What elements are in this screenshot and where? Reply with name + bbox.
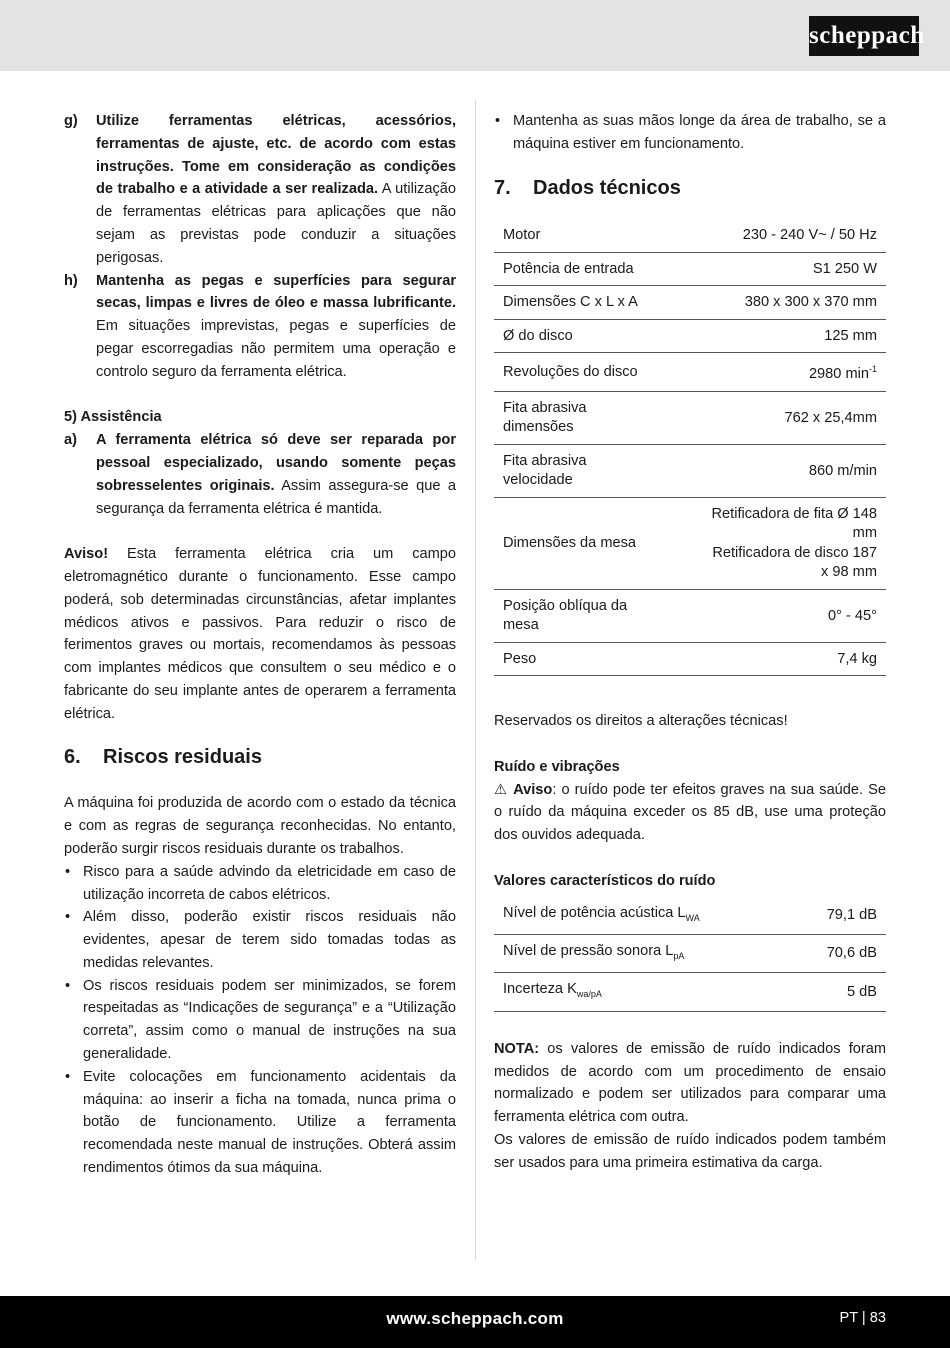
footer-bar bbox=[0, 1296, 950, 1348]
spec-label: Peso bbox=[494, 642, 652, 676]
table-row bbox=[494, 252, 886, 286]
section-number: 7. bbox=[494, 176, 511, 199]
spec-value: 125 mm bbox=[652, 319, 886, 353]
aviso-text: Esta ferramenta elétrica cria um campo eletromagnético durante o funcionamento. Esse campo poderá, sob determinadas circunstâncias, afetar implantes médicos ativos e passivos. Para reduzir o risco de ferimentos graves ou mortais, recomendamos às pessoas com implantes médicos que consultem o seu médico e o fabricante do seu implante antes de operarem a ferramenta elétrica. bbox=[64, 546, 456, 722]
item-label: g) bbox=[64, 113, 78, 129]
left-column bbox=[64, 110, 456, 1180]
noise-table bbox=[494, 897, 886, 1012]
spec-label: Fita abrasiva velocidade bbox=[494, 444, 652, 497]
page-number: 83 bbox=[869, 1310, 886, 1326]
instruction-text: A utilização de ferramentas elétricas para aplicações que não sejam as previstas pode conduzir a situações perigosas. bbox=[96, 181, 456, 266]
noise-label-text: Incerteza K bbox=[503, 981, 577, 998]
spec-value bbox=[652, 497, 886, 589]
instruction-h bbox=[64, 270, 456, 384]
section-title: Dados técnicos bbox=[533, 176, 681, 199]
spec-label: Motor bbox=[494, 219, 652, 252]
instruction-bold: Mantenha as pegas e superfícies para segurar secas, limpas e livres de óleo e massa lubrificante. bbox=[96, 272, 456, 312]
noise-aviso-text: : o ruído pode ter efeitos graves na sua saúde. Se o ruído da máquina exceder os 85 dB, use uma proteção dos ouvidos adequada. bbox=[494, 781, 886, 844]
table-row bbox=[494, 935, 886, 973]
spec-label: Dimensões da mesa bbox=[494, 497, 652, 589]
noise-value: 5 dB bbox=[791, 973, 886, 1011]
instruction-a bbox=[64, 429, 456, 520]
aviso-label: Aviso! bbox=[64, 546, 109, 563]
list-item: • Risco para a saúde advindo da eletricidade em caso de utilização incorreta de cabos elétricos. bbox=[64, 861, 456, 907]
spec-value: 7,4 kg bbox=[652, 642, 886, 676]
spec-value: 230 - 240 V~ / 50 Hz bbox=[652, 219, 886, 252]
list-item: • Os riscos residuais podem ser minimizados, se forem respeitadas as “Indicações de segurança” e a “Utilização correta”, assim como o manual de instruções na sua generalidade. bbox=[64, 975, 456, 1066]
spec-label: Revoluções do disco bbox=[494, 353, 652, 391]
noise-label-subscript: wa/pA bbox=[576, 989, 602, 1000]
table-row bbox=[494, 391, 886, 444]
noise-label-subscript: WA bbox=[685, 912, 700, 923]
language-code: PT bbox=[839, 1310, 858, 1326]
noise-value: 79,1 dB bbox=[791, 897, 886, 935]
instruction-text: Assim assegura-se que a segurança da ferramenta elétrica é mantida. bbox=[96, 477, 456, 517]
spec-value-line: Retificadora de fita Ø 148 mm bbox=[711, 505, 877, 542]
spec-value: S1 250 W bbox=[652, 252, 886, 286]
instruction-g bbox=[64, 110, 456, 270]
spec-value-exponent: -1 bbox=[868, 364, 877, 375]
header-bar bbox=[0, 0, 950, 71]
table-row bbox=[494, 642, 886, 676]
list-item: • Evite colocações em funcionamento acidentais da máquina: ao inserir a ficha na tomada, nunca prima o botão de funcionamento. Utilize a ferramenta recomendada neste manual de instruções. Obterá assim rendimentos ótimos da sua máquina. bbox=[64, 1066, 456, 1180]
spec-label: Posição oblíqua da mesa bbox=[494, 589, 652, 642]
nota-paragraph-2: Os valores de emissão de ruído indicados podem também ser usados para uma primeira estimativa da carga. bbox=[494, 1132, 886, 1171]
specs-table bbox=[494, 219, 886, 676]
table-row bbox=[494, 897, 886, 935]
section-6-heading bbox=[64, 746, 456, 769]
spec-value: 762 x 25,4mm bbox=[652, 391, 886, 444]
table-row bbox=[494, 353, 886, 391]
section-number: 6. bbox=[64, 745, 81, 768]
instruction-bold: Utilize ferramentas elétricas, acessórios, ferramentas de ajuste, etc. de acordo com estas instruções. Tome em consideração as condições de trabalho e a atividade a ser realizada. bbox=[96, 113, 456, 198]
table-row bbox=[494, 589, 886, 642]
table-row bbox=[494, 319, 886, 353]
noise-label-text: Nível de potência acústica L bbox=[503, 904, 686, 921]
spec-label: Potência de entrada bbox=[494, 252, 652, 286]
spec-value: 860 m/min bbox=[652, 444, 886, 497]
spec-value: 380 x 300 x 370 mm bbox=[652, 286, 886, 320]
aviso-paragraph bbox=[64, 543, 456, 725]
nota-label: NOTA: bbox=[494, 1040, 540, 1057]
noise-label-text: Nível de pressão sonora L bbox=[503, 943, 674, 960]
nota-text: os valores de emissão de ruído indicados foram medidos de acordo com um procedimento de ensaio normalizado e podem ser utilizados para comparar uma ferramenta elétrica com outra. bbox=[494, 1040, 886, 1126]
spec-value bbox=[652, 353, 886, 391]
noise-label bbox=[494, 897, 791, 935]
list-item: • Além disso, poderão existir riscos residuais não evidentes, apesar de terem sido tomadas todas as medidas relevantes. bbox=[64, 906, 456, 974]
section-6-intro: A máquina foi produzida de acordo com o estado da técnica e com as regras de segurança reconhecidas. No entanto, poderão surgir riscos residuais durante os trabalhos. bbox=[64, 795, 456, 857]
noise-aviso-label: Aviso bbox=[513, 781, 553, 798]
table-row bbox=[494, 286, 886, 320]
spec-value-line: Retificadora de disco 187 x 98 mm bbox=[712, 544, 877, 581]
right-column bbox=[494, 110, 886, 1175]
scheppach-logo: scheppach bbox=[809, 16, 919, 56]
item-label: a) bbox=[64, 432, 77, 449]
reserved-rights-note: Reservados os direitos a alterações técnicas! bbox=[494, 713, 788, 730]
spec-label: Fita abrasiva dimensões bbox=[494, 391, 652, 444]
page-indicator: PT | 83 bbox=[839, 1310, 886, 1326]
assistance-heading: 5) Assistência bbox=[64, 409, 162, 426]
item-label: h) bbox=[64, 272, 78, 289]
footer-url: www.scheppach.com bbox=[386, 1309, 564, 1328]
table-row bbox=[494, 219, 886, 252]
instruction-bold: A ferramenta elétrica só deve ser reparada por pessoal especializado, usando somente peças sobresselentes originais. bbox=[96, 432, 456, 494]
section-7-heading bbox=[494, 177, 886, 200]
column-divider bbox=[475, 100, 476, 1260]
list-item: • Mantenha as suas mãos longe da área de trabalho, se a máquina estiver em funcionamento. bbox=[494, 110, 886, 156]
noise-label bbox=[494, 973, 791, 1011]
table-row bbox=[494, 973, 886, 1011]
noise-heading: Ruído e vibrações bbox=[494, 758, 620, 775]
table-row bbox=[494, 497, 886, 589]
noise-values-heading: Valores característicos do ruído bbox=[494, 872, 716, 889]
noise-warning bbox=[494, 779, 886, 847]
spec-label: Dimensões C x L x A bbox=[494, 286, 652, 320]
noise-label bbox=[494, 935, 791, 973]
section-title: Riscos residuais bbox=[103, 745, 262, 768]
instruction-text: Em situações imprevistas, pegas e superfícies de pegar escorregadias não permitem uma operação e controlo seguro da ferramenta elétrica. bbox=[96, 318, 456, 380]
warning-triangle-icon: ⚠ bbox=[494, 781, 509, 798]
noise-value: 70,6 dB bbox=[791, 935, 886, 973]
spec-label: Ø do disco bbox=[494, 319, 652, 353]
spec-value: 0° - 45° bbox=[652, 589, 886, 642]
noise-label-subscript: pA bbox=[673, 950, 685, 961]
spec-value-text: 2980 min bbox=[808, 366, 869, 383]
table-row bbox=[494, 444, 886, 497]
nota-paragraph bbox=[494, 1038, 886, 1129]
